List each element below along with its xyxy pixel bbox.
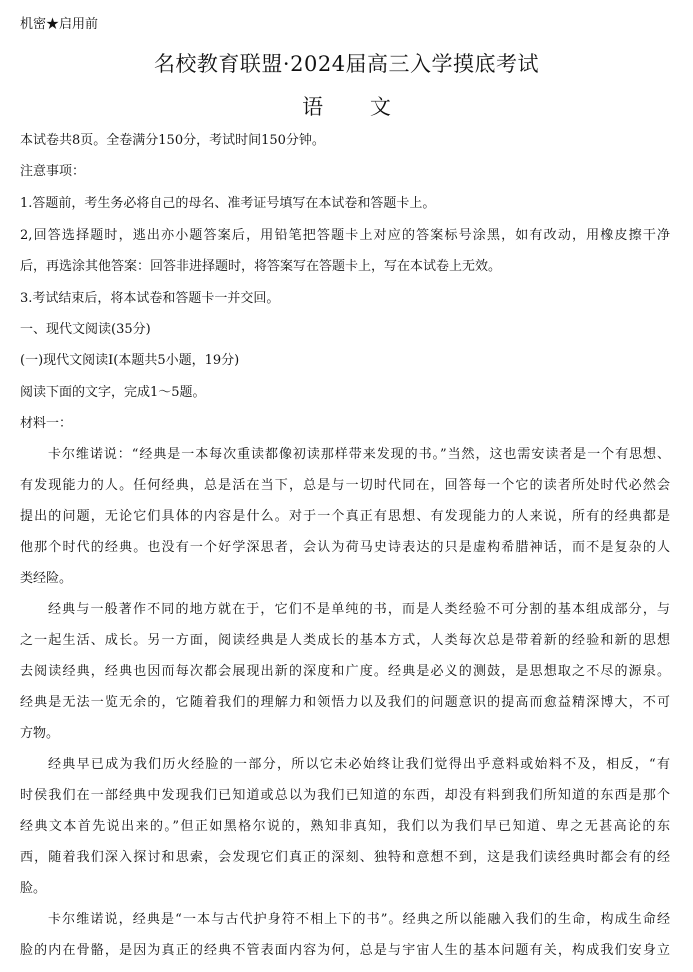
material-label: 材料一： <box>20 416 73 431</box>
exam-title: 名校教育联盟·2024届高三入学摸底考试 <box>153 52 540 76</box>
passage-line: 经典是无法一览无余的，它随着我们的理解力和领悟力以及我们的问题意识的提高而愈益精深博大，不可 <box>20 695 670 710</box>
section-heading: 一、现代文阅读(35分) <box>20 322 151 337</box>
passage-line: 方物。 <box>20 726 60 741</box>
passage-line: 提出的问题，无论它们具体的内容是什么。对于一个真正有思想、有发现能力的人来说，所有的经典都是 <box>20 509 670 524</box>
passage-line: 脸的内在骨骼，是因为真正的经典不管表面内容为何，总是与宇宙人生的基本问题有关，构成我们安身立 <box>20 943 670 958</box>
passage-line: 卡尔维诺说，经典是“一本与古代护身符不相上下的书”。经典之所以能融入我们的生命，构成生命经 <box>48 912 670 927</box>
passage-line: 卡尔维诺说：“经典是一本每次重读都像初读那样带来发现的书。”当然，这也需安读者是一个有思想、 <box>48 447 670 462</box>
section-subheading: (一)现代文阅读I(本题共5小题，19分) <box>20 353 240 368</box>
passage-line: 他那个时代的经典。也没有一个好学深思者，会认为荷马史诗表达的只是虚构希腊神话，而不是复杂的人 <box>20 540 670 555</box>
passage-line: 经典早已成为我们历火经脸的一部分，所以它未必始终让我们觉得出乎意料或始料不及，相反，“有 <box>48 757 670 772</box>
passage-line: 脸。 <box>20 881 47 896</box>
passage-line: 经典文本首先说出来的。”但正如黑格尔说的，熟知非真知，我们以为我们早已知道、卑之无甚高论的东 <box>20 819 670 834</box>
notice-item-2-line-2: 后，再选涂其他答案：回答非进择题时，将答案写在答题卡上，写在本试卷上无效。 <box>20 259 502 274</box>
reading-prompt: 阅读下面的文字，完成1～5题。 <box>20 385 206 400</box>
notice-item-3: 3.考试结束后，将本试卷和答题卡一并交回。 <box>20 291 280 306</box>
exam-info: 本试卷共8页。全卷满分150分，考试时间150分钟。 <box>20 133 325 148</box>
notice-item-1: 1.答题前，考生务必将自己的母名、准考证号填写在本试卷和答题卡上。 <box>20 196 436 211</box>
passage-line: 西，随着我们深入探讨和思索，会发现它们真正的深刻、独特和意想不到，这是我们读经典时都会有的经 <box>20 850 670 865</box>
passage-line: 经典与一般著作不同的地方就在于，它们不是单纯的书，而是人类经验不可分割的基本组成部分，与 <box>48 602 670 617</box>
passage-line: 时侯我们在一部经典中发现我们已知道或总以为我们已知道的东西，却没有料到我们所知道的东西是那个 <box>20 788 670 803</box>
passage-line: 类经险。 <box>20 571 73 586</box>
passage-line: 有发现能力的人。任何经典，总是活在当下，总是与一切时代同在，回答每一个它的读者所处时代必然会 <box>20 478 670 493</box>
passage-line: 之一起生活、成长。另一方面，阅读经典是人类成长的基本方式，人类每次总是带着新的经验和新的思想 <box>20 633 670 648</box>
secret-label: 机密★启用前 <box>20 17 99 32</box>
notice-heading: 注意事项： <box>20 164 86 179</box>
subject-title: 语 文 <box>302 95 411 119</box>
passage-line: 去阅读经典，经典也因而每次都会展现出新的深度和广度。经典是必义的测鼓，是思想取之不尽的源泉。 <box>20 664 670 679</box>
notice-item-2-line-1: 2,回答选择题时，逃出亦小题答案后，用铅笔把答题卡上对应的答案标号涂黑，如有改动，用橡皮擦干净 <box>20 228 670 243</box>
